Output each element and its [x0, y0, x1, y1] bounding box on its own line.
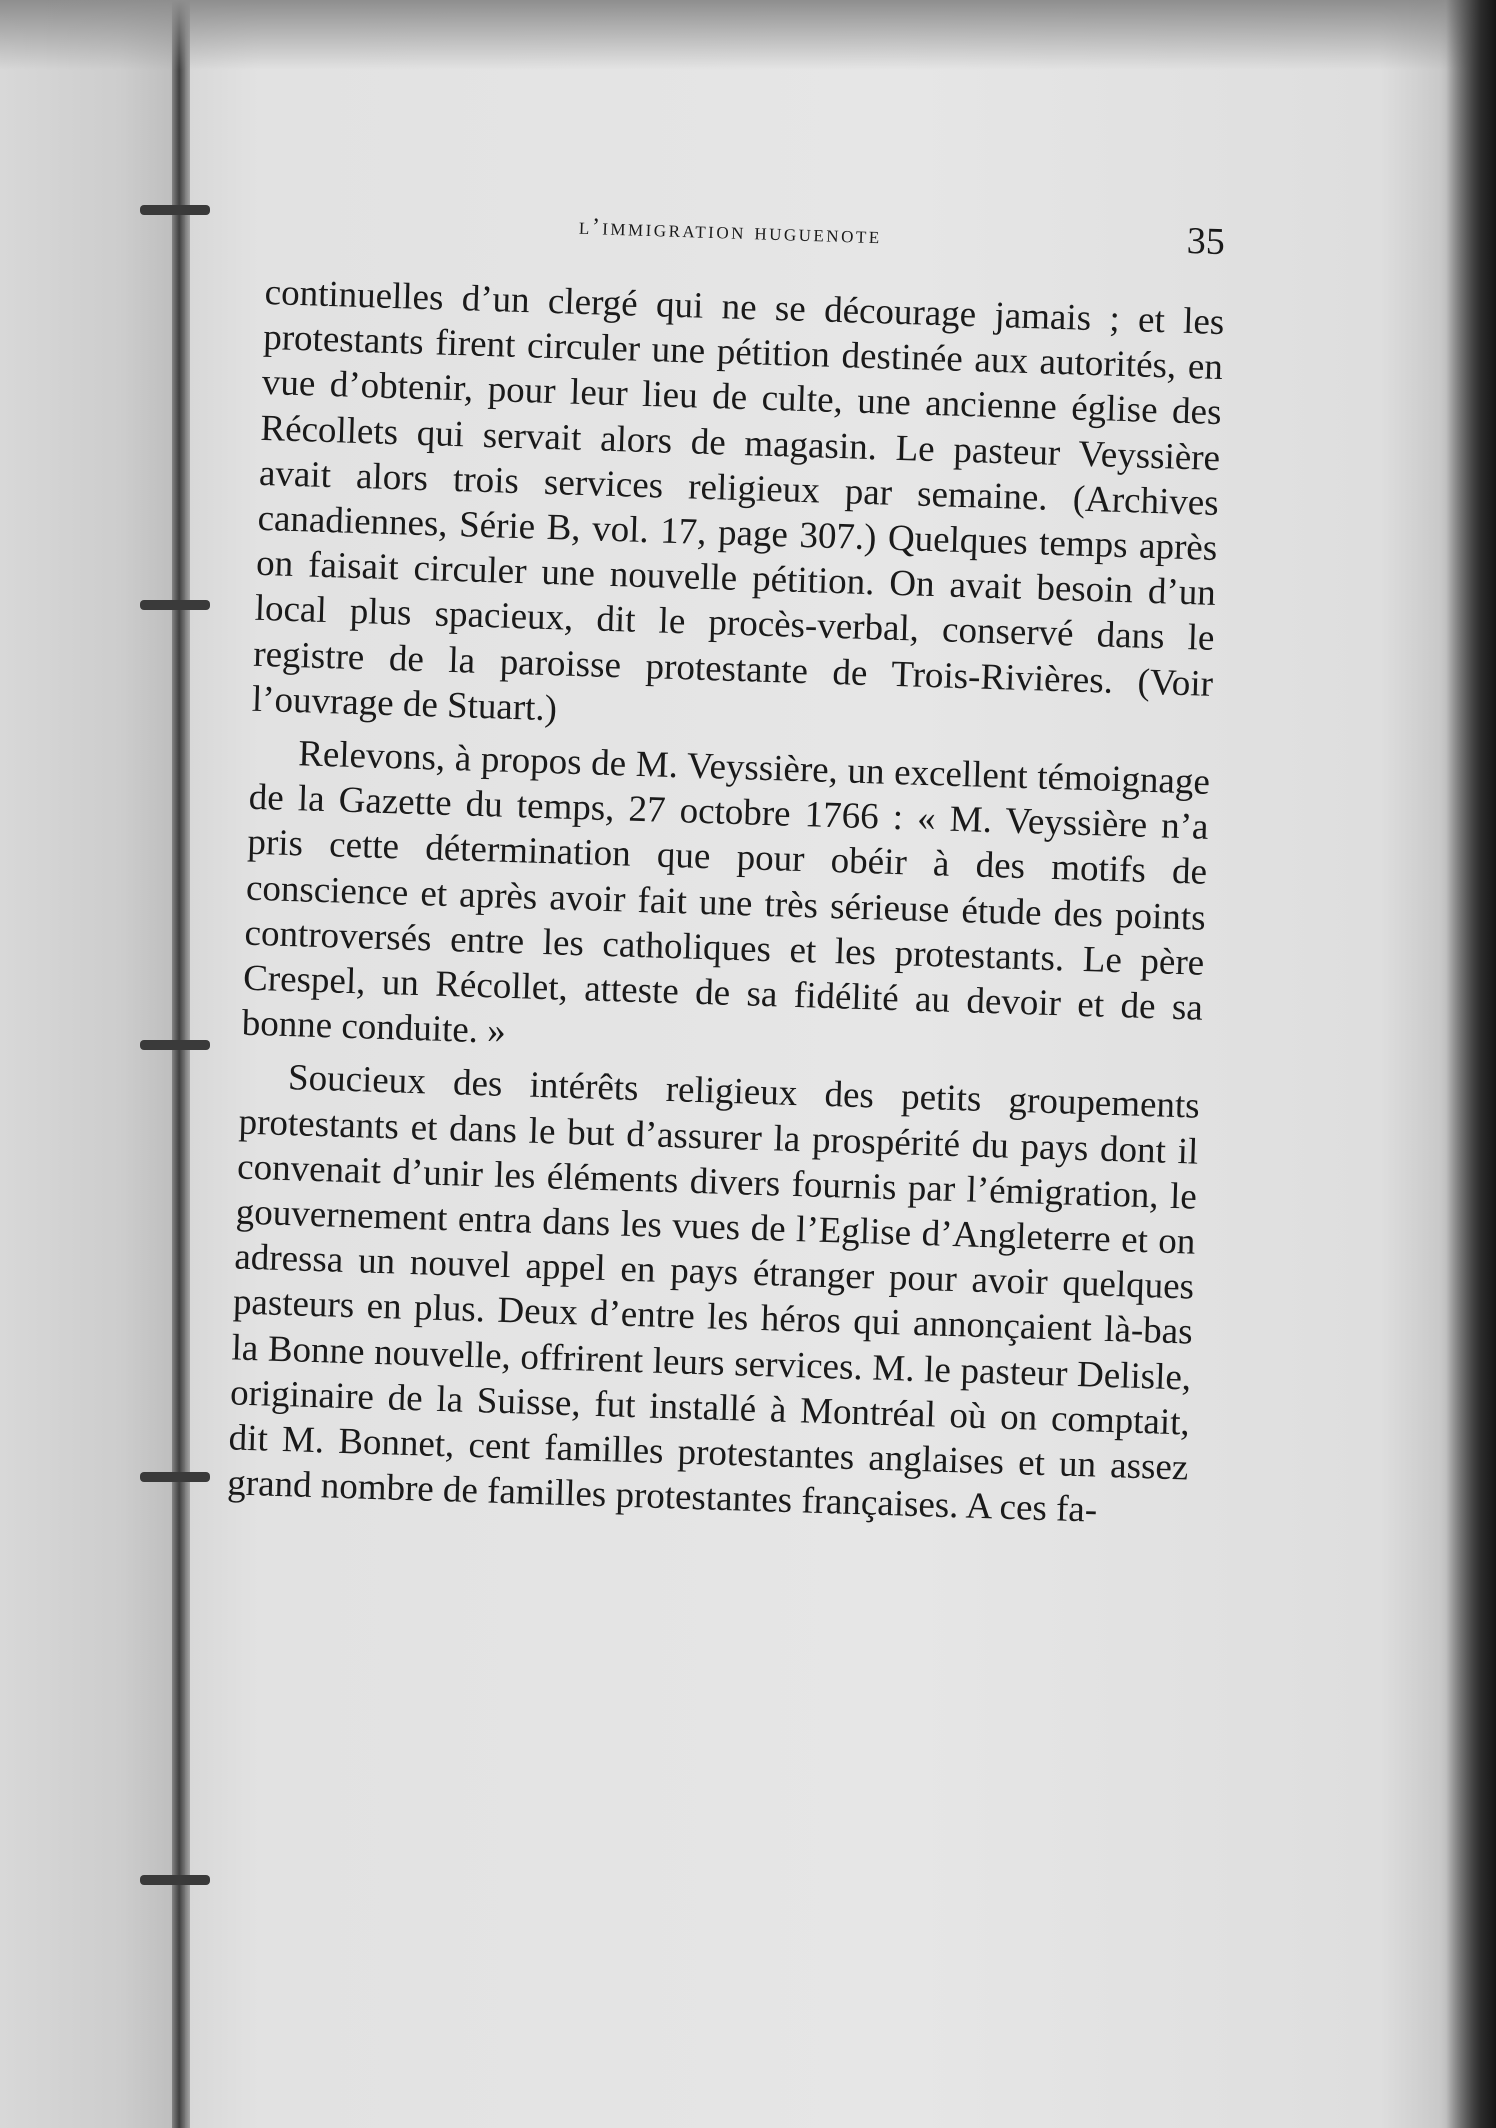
binding-stitch	[140, 205, 210, 215]
binding-stitch	[140, 600, 210, 610]
scan-top-shadow	[0, 0, 1496, 70]
paragraph: Relevons, à propos de M. Veyssière, un excellent témoignage de la Gazette du temps, 27 octobre 1766 : « M. Veyssière n’a pris cette détermination que pour obéir à des motifs de conscience et après avoir fait une très sérieuse étude des points controversés entre les catholiques et les protestants. Le père Crespel, un Récollet, atteste de sa fidélité au devoir et de sa bonne conduite. »	[241, 733, 1211, 1053]
page-number: 35	[1186, 219, 1226, 264]
book-page	[226, 190, 1227, 1544]
binding-stitch	[140, 1040, 210, 1050]
facing-page-edge	[0, 0, 185, 2128]
paragraph: Soucieux des intérêts religieux des petits groupements protestants et dans le but d’assurer la prospérité du pays dont il convenait d’unir les éléments divers fournis par l’émigration, le gouvernement entra dans les vues de l’Eglise d’Angleterre et on adressa un nouvel appel en pays étranger pour avoir quelques pasteurs en plus. Deux d’entre les héros qui annonçaient là-bas la Bonne nouvelle, offrirent leurs services. M. le pasteur Delisle, originaire de la Suisse, fut installé à Montréal où on comptait, dit M. Bonnet, cent familles protestantes anglaises et un assez grand nombre de familles protestantes françaises. A ces fa-	[226, 1057, 1201, 1531]
scan-right-edge	[1446, 0, 1496, 2128]
running-title: l’immigration huguenote	[578, 213, 883, 250]
body-text	[227, 270, 1225, 1536]
paragraph: continuelles d’un clergé qui ne se décourage jamais ; et les protestants firent circuler une pétition destinée aux autorités, en vue d’obtenir, pour leur lieu de culte, une ancienne église des Récollets qui servait alors de magasin. Le pasteur Veyssière avait alors trois services religieux par semaine. (Archives canadiennes, Série B, vol. 17, page 307.) Quelques temps après on faisait circuler une nouvelle pétition. On avait besoin d’un local plus spacieux, dit le procès-verbal, conservé dans le registre de la paroisse protestante de Trois-Rivières. (Voir l’ouvrage de Stuart.)	[251, 271, 1225, 730]
binding-stitch	[140, 1472, 210, 1482]
binding-spine	[172, 0, 190, 2128]
binding-stitch	[140, 1875, 210, 1885]
